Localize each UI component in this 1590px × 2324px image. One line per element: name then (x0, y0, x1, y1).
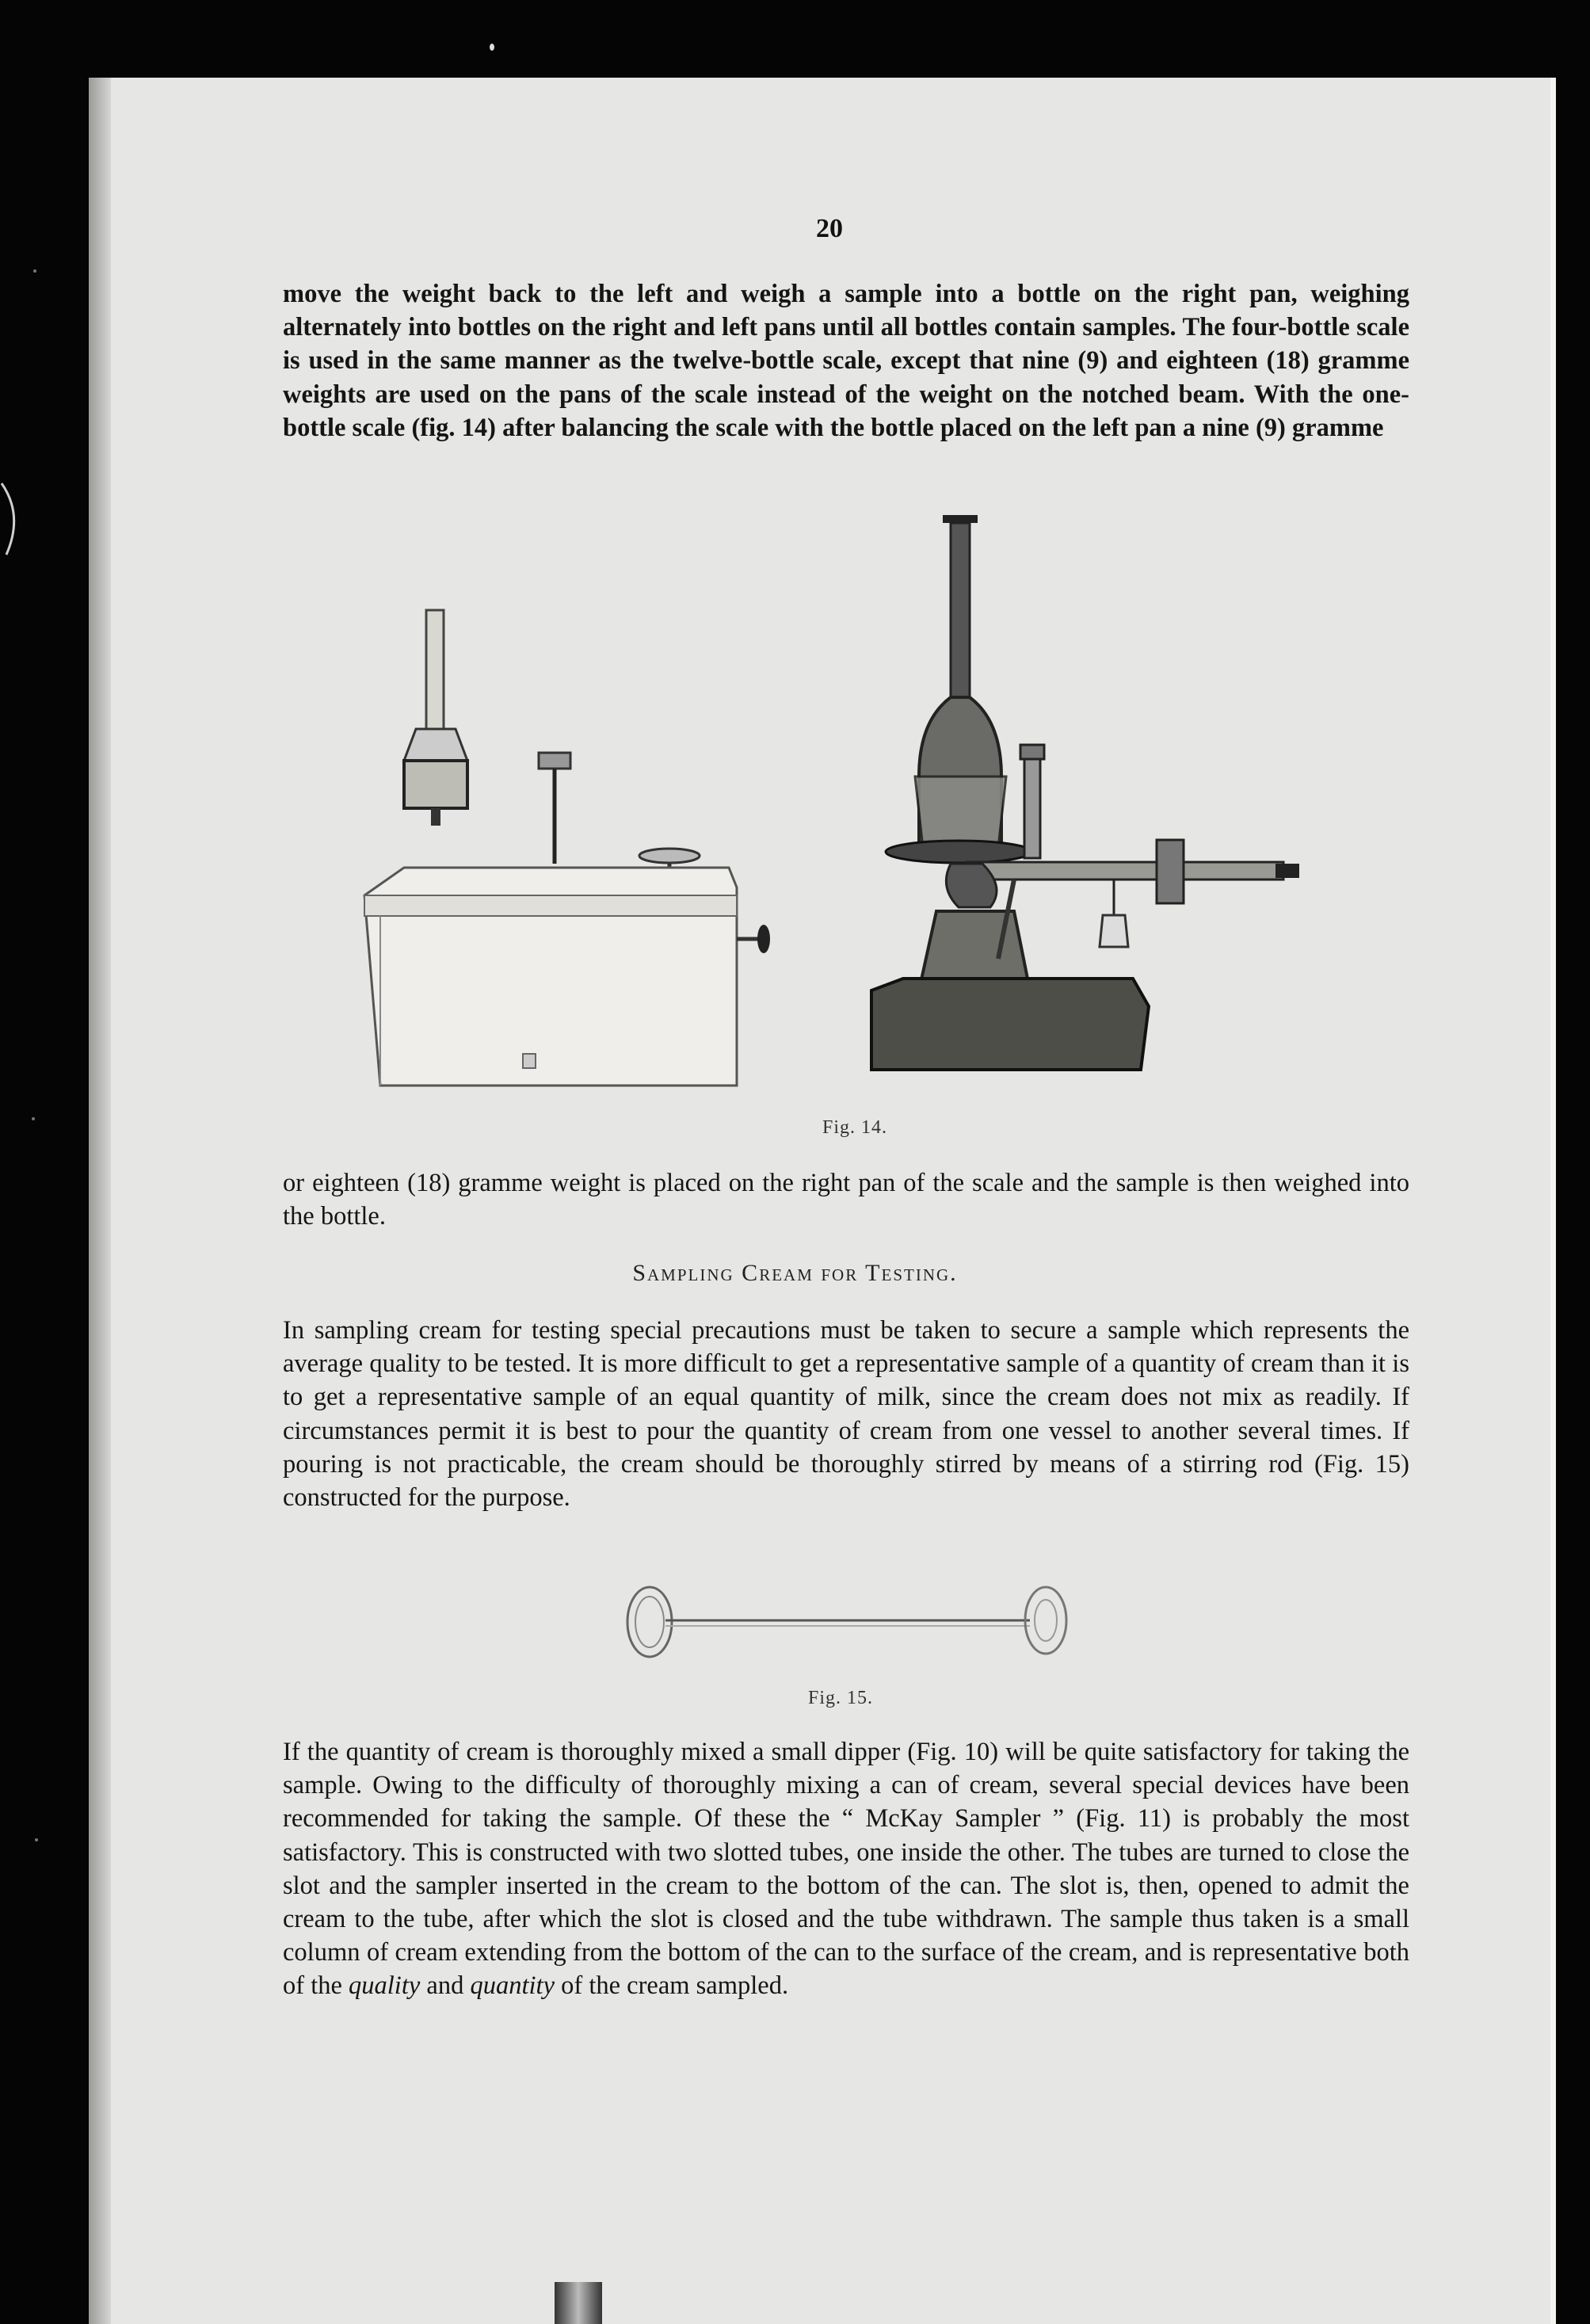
page-gutter (89, 78, 111, 2324)
scan-edge-mark (0, 475, 32, 571)
paragraph-mckay-sampler (283, 1735, 1409, 2003)
emphasis-quality: quality (349, 1971, 421, 2001)
scan-speck (490, 44, 494, 51)
page-number: 20 (816, 214, 843, 243)
scan-speck (32, 1117, 35, 1120)
box-scale-illustration (364, 610, 770, 1086)
section-heading: Sampling Cream for Testing. (632, 1260, 958, 1286)
page-right-edge (1550, 78, 1556, 2324)
one-bottle-scale-illustration (871, 515, 1299, 1070)
paragraph-text: of the cream sampled. (555, 1971, 789, 2001)
figure-15-stirring-rod (618, 1581, 1077, 1668)
paragraph-text: If the quantity of cream is thoroughly mixed a small dipper (Fig. 10) will be quite satisfactory for taking the sample. Owing to the difficulty of thoroughly mixing a can of cream, several special devices have been recommended for taking the sample. Of these the “ McKay Sampler ” (Fig. 11) is probably the most satisfactory. This is constructed with two slotted tubes, one inside the other. The tubes are turned to close the slot and the sampler inserted in the cream to the bottom of the can. The slot is, then, opened to admit the cream to the tube, after which the slot is closed and the tube withdrawn. The sample thus taken is a small column of cream extending from the bottom of the can to the surface of the cream, and is representative both of the (283, 1738, 1409, 2001)
paragraph-sampling-cream: In sampling cream for testing special precautions must be taken to secure a sample which represents the average quality to be tested. It is more difficult to get a representative sample of a quantity of cream than it is to get a representative sample of an equal quantity of milk, since the cream does not mix as readily. If circumstances permit it is best to pour the quantity of cream from one vessel to another several times. If pouring is not practicable, the cream should be thoroughly stirred by means of a stirring rod (Fig. 15) constructed for the purpose. (283, 1316, 1409, 1513)
paragraph-text: and (420, 1971, 471, 2001)
emphasis-quantity: quantity (470, 1971, 555, 2001)
paragraph-scale-usage: move the weight back to the left and weigh a sample into a bottle on the right pan, weighing alternately into bottles on the right and left pans until all bottles contain samples. The four-bottle scale is used in the same manner as the twelve-bottle scale, except that nine (9) and eighteen (18) gramme weights are used on the pans of the scale instead of the weight on the notched beam. With the one-bottle scale (fig. 14) after balancing the scale with the bottle placed on the left pan a nine (9) gramme (283, 280, 1409, 442)
paragraph-gramme-weight: or eighteen (18) gramme weight is placed on the right pan of the scale and the sample is then weighed into the bottle. (283, 1169, 1409, 1231)
figure-14-scales (349, 515, 1363, 1101)
scan-speck (33, 269, 36, 273)
scan-binding-mark (555, 2282, 602, 2324)
figure-14-caption: Fig. 14. (822, 1117, 888, 1138)
figure-15-caption: Fig. 15. (808, 1688, 874, 1708)
scan-speck (35, 1838, 38, 1841)
